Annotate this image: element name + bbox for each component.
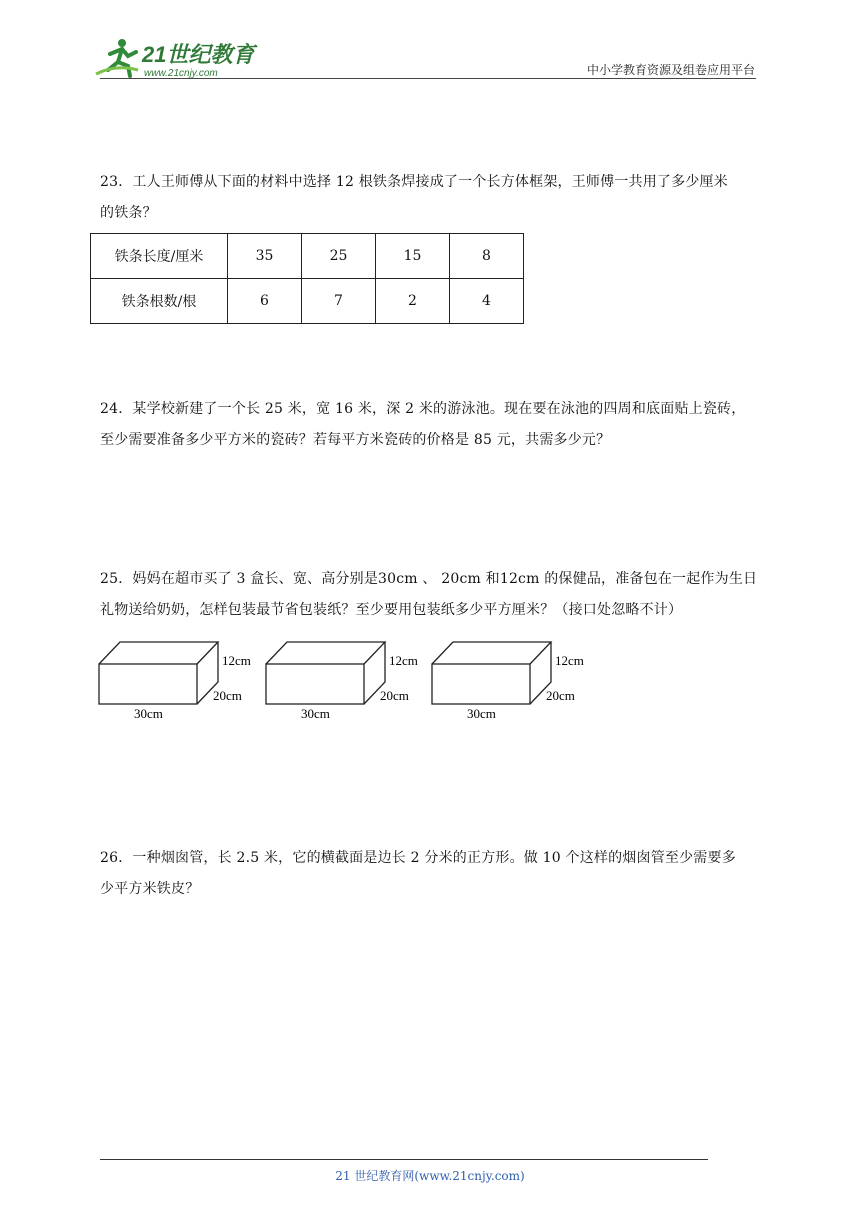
question-26-line2: 少平方米铁皮？ [100,881,200,897]
table-row [91,234,524,279]
table-cell: 6 [228,279,302,324]
wire-table [90,233,524,324]
box-3-width-label: 20cm [546,688,575,703]
footer-divider [100,1159,708,1160]
box-3-length-label: 30cm [467,706,496,721]
boxes-figure [96,636,596,726]
table-cell: 4 [450,279,524,324]
box-2 [266,642,385,704]
question-26-line1: 26．一种烟囱管，长 2.5 米，它的横截面是边长 2 分米的正方形。做 10 个这样的烟囱管至少需要多 [100,850,736,866]
svg-text:21世纪教育: 21世纪教育 [142,42,255,67]
question-25 [100,564,760,626]
question-24-line2: 至少需要准备多少平方米的瓷砖？若每平方米瓷砖的价格是 85 元，共需多少元？ [100,432,611,448]
box-2-length-label: 30cm [301,706,330,721]
question-26 [100,843,760,905]
box-2-width-label: 20cm [380,688,409,703]
table-cell: 7 [302,279,376,324]
table-cell: 35 [228,234,302,279]
box-1 [99,642,218,704]
site-logo [92,34,262,82]
table-cell: 25 [302,234,376,279]
table-cell: 15 [376,234,450,279]
table-header-cell: 铁条长度/厘米 [91,234,228,279]
table-row [91,279,524,324]
footer-link[interactable]: 21 世纪教育网(www.21cnjy.com) [335,1169,525,1183]
table-cell: 8 [450,234,524,279]
question-25-line1: 25．妈妈在超市买了 3 盒长、宽、高分别是30cm 、 20cm 和12cm 的保健品，准备包在一起作为生日 [100,571,758,587]
header-divider [100,78,756,79]
box-1-height-label: 12cm [222,653,251,668]
box-2-height-label: 12cm [389,653,418,668]
question-23 [100,167,760,229]
table-cell: 2 [376,279,450,324]
svg-text:www.21cnjy.com: www.21cnjy.com [144,68,218,79]
box-1-width-label: 20cm [213,688,242,703]
box-3 [432,642,551,704]
question-24 [100,394,760,456]
question-25-line2: 礼物送给奶奶，怎样包装最节省包装纸？至少要用包装纸多少平方厘米？（接口处忽略不计） [100,602,683,618]
table-header-cell: 铁条根数/根 [91,279,228,324]
header-platform-text: 中小学教育资源及组卷应用平台 [586,63,755,77]
question-23-line2: 的铁条？ [100,205,157,221]
question-24-line1: 24．某学校新建了一个长 25 米，宽 16 米，深 2 米的游泳池。现在要在泳池的四周和底面贴上瓷砖， [100,401,746,417]
box-1-length-label: 30cm [134,706,163,721]
question-23-line1: 23．工人王师傅从下面的材料中选择 12 根铁条焊接成了一个长方体框架，王师傅一共用了多少厘米 [100,174,728,190]
box-3-height-label: 12cm [555,653,584,668]
